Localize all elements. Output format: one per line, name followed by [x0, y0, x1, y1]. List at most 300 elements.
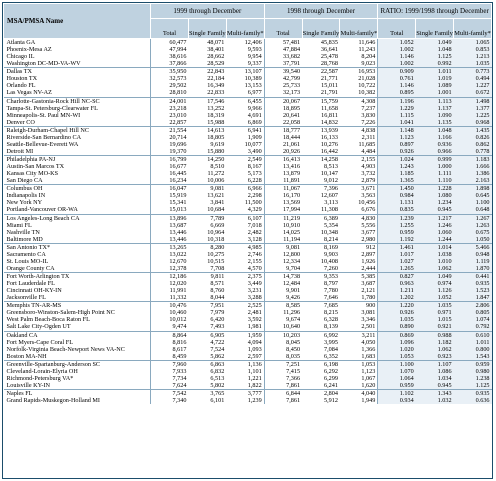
cell-total-1999: 8,864: [151, 331, 189, 339]
cell-ratio-single: 1.110: [416, 177, 454, 185]
cell-multi-1998: 4,838: [361, 126, 376, 134]
cell-ratio-total: 1.196: [378, 97, 416, 105]
cell-total-1999: 12,186: [151, 273, 189, 281]
cell-msa-name: Detroit MI: [4, 148, 151, 156]
cell-total-1998: 14,025: [264, 229, 302, 236]
cell-ratio-multi: 1.035: [454, 60, 492, 68]
cell-ratio-total: 0.897: [378, 141, 416, 148]
cell-ratio-total: 1.041: [378, 119, 416, 127]
cell-total-1998: 37,791: [264, 60, 302, 68]
cell-single-1998: 25,478: [320, 53, 338, 61]
table-row: [4, 229, 492, 236]
table-row: [4, 53, 492, 60]
cell-multi-1999: 6,107: [247, 214, 262, 222]
table-row: [4, 258, 492, 265]
cell-ratio-multi: 0.935: [454, 280, 492, 287]
cell-msa-name: Raleigh-Durham-Chapel Hill NC: [6, 126, 89, 134]
cell-single-1999: 6,863: [210, 360, 225, 368]
cell-msa-name: Philadelphia PA-NJ: [6, 156, 56, 163]
cell-ratio-total: 1.035: [378, 316, 416, 323]
cell-ratio-total: 1.192: [378, 236, 416, 244]
cell-ratio-single: 1.011: [416, 68, 454, 76]
cell-total-1999: 13,022: [151, 251, 189, 258]
table-row: [4, 339, 492, 346]
cell-single-1999: 16,349: [207, 82, 225, 90]
cell-total-1998: 16,413: [264, 156, 302, 164]
cell-ratio-multi: 1.119: [454, 258, 492, 265]
cell-multi-1998: 11,243: [358, 46, 376, 54]
cell-ratio-total: 1.070: [378, 368, 416, 375]
table-row: [4, 222, 492, 229]
cell-single-1999: 38,401: [207, 46, 225, 54]
cell-ratio-multi: 0.800: [454, 346, 492, 353]
cell-multi-1998: 7,226: [340, 119, 378, 127]
cell-msa-name: Los Angeles-Long Beach CA: [6, 214, 80, 222]
cell-ratio-multi: 1.377: [454, 105, 492, 112]
cell-multi-1998: 16,953: [358, 68, 376, 76]
cell-ratio-single: 1.089: [416, 82, 454, 89]
cell-multi-1999: 6,455: [247, 97, 262, 105]
cell-ratio-single: 1.166: [416, 134, 454, 141]
cell-total-1998: 9,081: [264, 243, 302, 251]
cell-single-1999: 7,979: [210, 309, 225, 317]
table-row: [4, 390, 492, 398]
cell-single-1999: 15,880: [188, 148, 226, 156]
cell-msa-name: New York NY: [6, 199, 43, 207]
group-header-ratio: RATIO: 1999/1998 through December: [378, 4, 492, 19]
cell-total-1998: 10,640: [264, 323, 302, 331]
cell-total-1999: 13,446: [151, 236, 189, 244]
cell-single-1998: 14,258: [320, 156, 338, 163]
table-row: [4, 119, 492, 127]
cell-multi-1999: 1,239: [247, 397, 262, 405]
cell-single-1999: 10,318: [188, 236, 226, 244]
cell-ratio-total: 1.146: [378, 53, 416, 60]
cell-total-1998: 11,067: [264, 185, 302, 193]
cell-total-1998: 9,704: [264, 265, 302, 273]
cell-ratio-single: 1.032: [416, 397, 454, 404]
cell-single-1999: 9,619: [210, 140, 225, 148]
table-body: [4, 39, 492, 405]
table-row: [4, 375, 492, 382]
table-row: [4, 346, 492, 353]
cell-single-1998: 15,759: [320, 97, 338, 105]
table-row: [4, 273, 492, 281]
table-row: [4, 316, 492, 323]
cell-single-1998: 21,791: [302, 89, 340, 97]
cell-ratio-multi: 0.494: [454, 75, 492, 82]
cell-multi-1998: 1,949: [361, 397, 376, 405]
cell-total-1999: 32,573: [151, 75, 189, 82]
cell-total-1998: 9,674: [264, 316, 302, 323]
cell-multi-1999: 6,228: [226, 177, 264, 185]
cell-msa-name: Fort Lauderdale FL: [6, 280, 55, 288]
cell-ratio-total: 1.265: [378, 265, 416, 273]
cell-total-1999: 7,734: [151, 375, 189, 382]
cell-msa-name: Baltimore MD: [4, 236, 151, 244]
col-header-single-1998: Single Family: [302, 19, 340, 39]
cell-ratio-multi: 1.050: [454, 236, 492, 244]
cell-multi-1998: 10,382: [340, 89, 378, 97]
cell-ratio-single: 1.038: [416, 251, 454, 258]
cell-single-1998: 10,408: [320, 257, 338, 265]
cell-single-1999: 10,684: [188, 206, 226, 214]
cell-ratio-multi: 5.466: [454, 243, 492, 251]
cell-ratio-single: 0.988: [416, 331, 454, 339]
cell-total-1998: 17,994: [264, 206, 302, 214]
cell-ratio-single: 0.999: [416, 156, 454, 164]
cell-ratio-single: 1.080: [416, 192, 454, 199]
cell-ratio-multi: 0.773: [454, 68, 492, 76]
cell-msa-name: Boston MA-NH: [4, 353, 151, 361]
cell-multi-1998: 5,385: [361, 273, 376, 280]
cell-single-1999: 13,621: [207, 192, 225, 200]
cell-total-1999: 12,020: [151, 280, 189, 287]
cell-msa-name: Grand Rapids-Muskegon-Holland MI: [6, 397, 100, 405]
cell-total-1999: 19,370: [151, 148, 189, 156]
cell-multi-1998: 3,732: [361, 170, 376, 178]
cell-msa-name: Las Vegas NV-AZ: [4, 89, 151, 97]
cell-multi-1999: 2,525: [247, 302, 262, 310]
cell-ratio-total: 1.100: [378, 360, 416, 368]
cell-multi-1999: 4,985: [247, 243, 262, 251]
cell-ratio-multi: 0.636: [454, 397, 492, 404]
cell-ratio-single: 1.001: [416, 89, 454, 97]
cell-total-1999: 12,670: [151, 258, 189, 265]
table-row: [4, 331, 492, 339]
cell-multi-1999: 9,966: [247, 104, 262, 112]
cell-single-1998: 14,832: [302, 119, 340, 127]
cell-single-1999: 8,760: [210, 287, 225, 295]
cell-msa-name: Salt Lake City-Ogden UT: [4, 323, 151, 331]
cell-total-1999: 47,994: [151, 46, 189, 53]
cell-ratio-total: 0.761: [378, 75, 416, 82]
cell-single-1999: 18,805: [207, 133, 225, 141]
cell-ratio-single: 1.062: [416, 265, 454, 273]
cell-msa-name: Denver CO: [4, 119, 151, 127]
cell-single-1998: 13,939: [320, 126, 338, 134]
cell-total-1999: 10,012: [151, 316, 189, 323]
col-header-total-1999: Total: [151, 19, 189, 39]
cell-ratio-total: 1.096: [378, 339, 416, 346]
cell-single-1998: 7,646: [302, 294, 340, 302]
cell-ratio-multi: 1.125: [454, 382, 492, 390]
cell-single-1999: 14,250: [207, 156, 225, 163]
cell-single-1998: 9,903: [324, 250, 338, 258]
cell-ratio-multi: 0.792: [454, 323, 492, 331]
cell-ratio-single: 0.945: [416, 382, 454, 390]
cell-ratio-total: 1.053: [378, 353, 416, 361]
cell-multi-1999: 2,298: [247, 192, 262, 200]
cell-total-1998: 8,045: [264, 339, 302, 346]
cell-multi-1998: 1,053: [361, 360, 376, 368]
cell-single-1999: 17,546: [207, 97, 225, 105]
cell-total-1998: 14,738: [264, 273, 302, 281]
cell-multi-1999: 4,691: [247, 111, 262, 119]
table-row: [4, 60, 492, 68]
cell-multi-1998: 3,211: [361, 331, 376, 339]
cell-ratio-single: 1.048: [416, 46, 454, 53]
cell-multi-1998: 4,050: [361, 338, 376, 346]
cell-ratio-single: 1.137: [416, 105, 454, 112]
cell-multi-1999: 2,482: [247, 228, 262, 236]
cell-single-1999: 8,571: [210, 280, 225, 288]
col-header-single-ratio: Single Family: [416, 19, 454, 39]
cell-total-1999: 15,919: [151, 192, 189, 199]
col-header-single-1999: Single Family: [188, 19, 226, 39]
cell-ratio-single: 1.086: [416, 368, 454, 375]
cell-ratio-multi: 1.100: [454, 199, 492, 206]
cell-single-1999: 6,101: [210, 397, 225, 405]
cell-ratio-single: 0.921: [416, 323, 454, 331]
cell-total-1998: 8,035: [264, 353, 302, 361]
cell-ratio-single: 1.048: [416, 126, 454, 134]
cell-msa-name: Houston TX: [6, 75, 38, 83]
msa-housing-table: [3, 3, 492, 404]
cell-msa-name: Cleveland-Lorain-Elyria OH: [6, 367, 78, 375]
cell-single-1999: 5,862: [188, 353, 226, 361]
cell-total-1998: 11,891: [264, 177, 302, 185]
table-row: [4, 156, 492, 164]
cell-ratio-single: 1.234: [416, 199, 454, 206]
cell-total-1998: 6,844: [264, 390, 302, 398]
cell-total-1999: 23,010: [151, 112, 189, 119]
cell-ratio-total: 0.890: [378, 323, 416, 331]
col-header-multi-1998: Multi-family*: [340, 19, 378, 39]
cell-single-1999: 6,669: [210, 221, 225, 229]
cell-ratio-multi: 1.543: [454, 353, 492, 361]
cell-multi-1998: 1,067: [361, 374, 376, 382]
cell-total-1999: 16,677: [151, 163, 189, 170]
cell-multi-1999: 2,375: [247, 273, 262, 280]
cell-total-1998: 9,426: [264, 294, 302, 302]
cell-single-1998: 8,169: [324, 243, 338, 251]
cell-multi-1998: 1,123: [361, 367, 376, 375]
cell-single-1999: 15,988: [188, 119, 226, 127]
cell-msa-name: Charlotte-Gastonia-Rock Hill NC-SC: [6, 97, 100, 105]
cell-total-1999: 23,218: [151, 105, 189, 112]
cell-ratio-multi: 1.225: [454, 112, 492, 119]
cell-single-1999: 7,951: [210, 302, 225, 310]
cell-ratio-total: 1.131: [378, 199, 416, 206]
cell-ratio-multi: 1.498: [454, 97, 492, 105]
cell-single-1998: 7,260: [302, 265, 340, 273]
cell-single-1998: 28,768: [302, 60, 340, 68]
cell-ratio-single: 1.035: [416, 302, 454, 310]
cell-multi-1998: 8,204: [361, 53, 376, 61]
cell-ratio-multi: 1.523: [454, 287, 492, 294]
table-row: [4, 309, 492, 316]
table-row: [4, 265, 492, 273]
cell-single-1999: 10,006: [188, 177, 226, 185]
cell-ratio-total: 0.909: [378, 68, 416, 76]
table-row: [4, 170, 492, 177]
cell-ratio-total: 1.102: [378, 390, 416, 398]
cell-multi-1999: 3,288: [226, 294, 264, 302]
msa-name-header: MSA/PMSA Name: [4, 4, 151, 39]
col-header-multi-1999: Multi-family*: [226, 19, 264, 39]
cell-ratio-single: 1.113: [416, 97, 454, 105]
table-row: [4, 126, 492, 134]
cell-ratio-single: 1.107: [416, 360, 454, 368]
cell-ratio-multi: 1.435: [454, 126, 492, 134]
cell-multi-1998: 3,677: [361, 228, 376, 236]
cell-ratio-total: 0.934: [378, 397, 416, 404]
cell-ratio-total: 0.984: [378, 192, 416, 199]
cell-ratio-single: 0.992: [416, 60, 454, 68]
cell-single-1998: 10,147: [320, 170, 338, 178]
cell-total-1999: 8,459: [151, 353, 189, 361]
cell-single-1999: 7,493: [188, 323, 226, 331]
cell-total-1998: 7,251: [264, 360, 302, 368]
cell-multi-1999: 9,954: [247, 53, 262, 61]
table-row: [4, 141, 492, 148]
cell-ratio-total: 0.827: [378, 273, 416, 281]
cell-multi-1998: 2,121: [361, 287, 376, 295]
cell-ratio-total: 0.869: [378, 331, 416, 339]
cell-multi-1999: 2,481: [247, 309, 262, 317]
cell-ratio-multi: 0.610: [454, 331, 492, 339]
cell-ratio-total: 1.239: [378, 214, 416, 222]
col-header-total-1998: Total: [264, 19, 302, 39]
cell-ratio-total: 0.926: [378, 309, 416, 316]
cell-single-1999: 6,905: [210, 331, 225, 339]
cell-msa-name: Fort Worth-Arlington TX: [6, 273, 70, 280]
cell-ratio-multi: 0.980: [454, 368, 492, 375]
cell-ratio-total: 1.185: [378, 170, 416, 177]
table-row: [4, 280, 492, 287]
cell-multi-1999: 2,155: [247, 257, 262, 265]
cell-single-1999: 8,280: [210, 243, 225, 251]
cell-msa-name: Portland-Vancouver OR-WA: [4, 206, 151, 214]
cell-msa-name: Dallas TX: [6, 68, 32, 76]
cell-ratio-multi: 1.847: [454, 294, 492, 302]
table-row: [4, 134, 492, 141]
cell-single-1998: 16,811: [321, 111, 338, 119]
table-row: [4, 185, 492, 193]
cell-msa-name: Austin-San Marcos TX: [6, 163, 65, 171]
cell-ratio-single: 1.052: [416, 294, 454, 302]
cell-single-1999: 22,843: [207, 68, 225, 76]
cell-single-1998: 7,685: [324, 302, 338, 310]
table-row: [4, 251, 492, 258]
cell-multi-1998: 2,311: [361, 133, 376, 141]
cell-multi-1999: 2,746: [247, 250, 262, 258]
cell-single-1998: 5,912: [324, 397, 338, 405]
cell-total-1999: 16,047: [151, 185, 189, 193]
cell-total-1999: 29,502: [151, 82, 189, 89]
cell-ratio-multi: 2.163: [454, 177, 492, 185]
cell-ratio-multi: 1.386: [454, 170, 492, 177]
cell-ratio-multi: 1.263: [454, 222, 492, 229]
cell-single-1999: 3,841: [210, 199, 225, 207]
cell-ratio-multi: 0.441: [454, 273, 492, 281]
cell-ratio-multi: 0.675: [454, 229, 492, 236]
table-row: [4, 112, 492, 119]
cell-single-1999: 9,811: [210, 273, 225, 280]
cell-single-1998: 6,328: [324, 316, 338, 324]
cell-single-1998: 12,607: [320, 192, 338, 200]
cell-ratio-single: 0.966: [416, 148, 454, 156]
cell-ratio-total: 0.926: [378, 148, 416, 156]
cell-ratio-multi: 0.968: [454, 119, 492, 127]
cell-total-1998: 42,799: [264, 75, 302, 82]
cell-multi-1999: 1,093: [247, 345, 262, 353]
cell-ratio-total: 1.052: [378, 39, 416, 47]
cell-total-1999: 9,474: [151, 323, 189, 331]
table-row: [4, 368, 492, 375]
cell-multi-1999: 11,500: [244, 199, 262, 207]
cell-ratio-total: 1.202: [378, 294, 416, 302]
cell-total-1999: 8,816: [151, 339, 189, 346]
cell-total-1998: 8,585: [264, 302, 302, 310]
cell-single-1999: 18,319: [207, 111, 225, 119]
cell-msa-name: Orlando FL: [6, 82, 36, 90]
cell-ratio-single: 1.090: [416, 112, 454, 119]
cell-msa-name: Greenville-Spartanburg-Anderson SC: [6, 360, 101, 368]
cell-ratio-total: 1.243: [378, 163, 416, 170]
cell-multi-1999: 1,221: [247, 374, 262, 382]
cell-ratio-multi: 1.666: [454, 163, 492, 170]
cell-single-1998: 2,804: [324, 390, 338, 397]
cell-ratio-single: 1.343: [416, 390, 454, 398]
cell-single-1998: 6,198: [324, 360, 338, 368]
cell-ratio-single: 1.019: [416, 75, 454, 82]
table-row: [4, 89, 492, 97]
cell-multi-1998: 2,501: [340, 323, 378, 331]
cell-msa-name: Tampa-St. Petersburg-Clearwater FL: [6, 104, 98, 112]
cell-multi-1999: 13,107: [244, 68, 262, 76]
cell-total-1999: 7,542: [151, 390, 189, 398]
table-row: [4, 382, 492, 390]
table-row: [4, 236, 492, 244]
cell-multi-1999: 9,593: [247, 46, 262, 54]
cell-multi-1999: 3,231: [247, 287, 262, 295]
msa-housing-table-frame: [2, 2, 493, 479]
cell-total-1999: 8,617: [151, 346, 189, 353]
cell-multi-1998: 3,346: [361, 316, 376, 324]
cell-total-1998: 20,926: [264, 148, 302, 156]
cell-total-1998: 7,415: [264, 368, 302, 375]
cell-ratio-multi: 1.227: [454, 82, 492, 89]
cell-multi-1999: 1,959: [247, 331, 262, 339]
cell-ratio-multi: 1.267: [454, 214, 492, 222]
cell-ratio-single: 1.126: [416, 287, 454, 294]
cell-ratio-multi: 2.806: [454, 302, 492, 310]
cell-ratio-multi: 0.672: [454, 89, 492, 97]
cell-total-1998: 22,058: [264, 119, 302, 127]
cell-ratio-single: 1.125: [416, 53, 454, 60]
cell-ratio-total: 1.255: [378, 222, 416, 229]
cell-single-1999: 28,662: [207, 53, 225, 61]
table-row: [4, 192, 492, 199]
cell-single-1999: 22,184: [207, 75, 225, 83]
cell-ratio-total: 0.959: [378, 229, 416, 236]
cell-ratio-total: 1.002: [378, 60, 416, 68]
cell-ratio-total: 1.220: [378, 302, 416, 310]
cell-msa-name: Orange County CA: [4, 265, 151, 273]
cell-total-1998: 39,540: [264, 68, 302, 76]
cell-multi-1998: 1,683: [340, 353, 378, 361]
table-row: [4, 360, 492, 368]
cell-single-1998: 6,389: [324, 214, 338, 222]
cell-single-1998: 45,835: [320, 39, 338, 46]
cell-msa-name: Louisville KY-IN: [4, 382, 151, 390]
cell-msa-name: Cincinnati OH-KY-IN: [6, 287, 62, 295]
cell-single-1999: 11,272: [207, 170, 225, 178]
cell-multi-1999: 3,128: [226, 236, 264, 244]
table-row: [4, 148, 492, 156]
